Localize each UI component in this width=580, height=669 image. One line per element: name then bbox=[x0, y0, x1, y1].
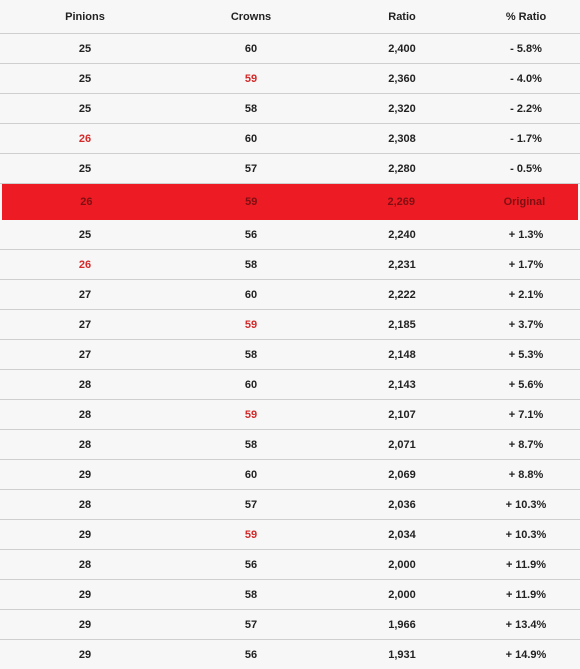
cell-ratio: 2,231 bbox=[388, 258, 416, 271]
cell-pinions: 25 bbox=[78, 42, 92, 55]
cell-percent-ratio: + 8.7% bbox=[508, 438, 544, 451]
cell-percent-ratio: + 3.7% bbox=[508, 318, 544, 331]
cell-crowns: 59 bbox=[244, 528, 258, 541]
cell-crowns: 60 bbox=[244, 468, 258, 481]
cell-pinions: 28 bbox=[78, 558, 92, 571]
table-row bbox=[0, 34, 580, 64]
cell-pinions: 28 bbox=[78, 438, 92, 451]
cell-crowns: 57 bbox=[244, 498, 258, 511]
table-row-original bbox=[2, 184, 578, 220]
cell-ratio: 2,107 bbox=[388, 408, 416, 421]
table-row bbox=[0, 370, 580, 400]
cell-ratio: 2,034 bbox=[388, 528, 416, 541]
cell-pinions: 28 bbox=[78, 378, 92, 391]
table-row bbox=[0, 154, 580, 184]
cell-percent-ratio: - 1.7% bbox=[510, 132, 542, 145]
table-row bbox=[0, 550, 580, 580]
table-header bbox=[0, 0, 580, 34]
cell-percent-ratio: + 2.1% bbox=[508, 288, 544, 301]
cell-crowns: 60 bbox=[244, 132, 258, 145]
cell-crowns: 58 bbox=[244, 438, 258, 451]
cell-percent-ratio: - 0.5% bbox=[510, 162, 542, 175]
cell-ratio: 2,222 bbox=[388, 288, 416, 301]
table-row bbox=[0, 520, 580, 550]
cell-ratio: 2,185 bbox=[388, 318, 416, 331]
cell-crowns: 60 bbox=[244, 288, 258, 301]
cell-pinions: 25 bbox=[78, 102, 92, 115]
cell-crowns: 58 bbox=[244, 102, 258, 115]
cell-ratio: 2,269 bbox=[387, 196, 415, 208]
cell-crowns: 59 bbox=[244, 408, 258, 421]
cell-percent-ratio: + 11.9% bbox=[505, 588, 547, 601]
table-row bbox=[0, 310, 580, 340]
cell-pinions: 27 bbox=[78, 288, 92, 301]
cell-pinions: 28 bbox=[78, 498, 92, 511]
cell-crowns: 60 bbox=[244, 42, 258, 55]
table-row bbox=[0, 220, 580, 250]
cell-pinions: 25 bbox=[78, 72, 92, 85]
cell-pinions: 25 bbox=[78, 162, 92, 175]
cell-pinions: 29 bbox=[78, 618, 92, 631]
cell-pinions: 28 bbox=[78, 408, 92, 421]
cell-pinions: 26 bbox=[78, 258, 92, 271]
cell-percent-ratio: + 5.3% bbox=[508, 348, 544, 361]
cell-pinions: 26 bbox=[78, 132, 92, 145]
cell-pinions: 29 bbox=[78, 468, 92, 481]
cell-crowns: 60 bbox=[244, 378, 258, 391]
cell-pinions: 27 bbox=[78, 318, 92, 331]
cell-crowns: 58 bbox=[244, 588, 258, 601]
cell-pinions: 29 bbox=[78, 528, 92, 541]
cell-ratio: 2,148 bbox=[388, 348, 416, 361]
column-header-pinions: Pinions bbox=[65, 10, 105, 23]
table-row bbox=[0, 460, 580, 490]
table-row bbox=[0, 640, 580, 669]
cell-ratio: 2,360 bbox=[388, 72, 416, 85]
cell-crowns: 59 bbox=[244, 318, 258, 331]
cell-percent-ratio: + 10.3% bbox=[505, 498, 547, 511]
cell-ratio: 2,400 bbox=[388, 42, 416, 55]
table-row bbox=[0, 250, 580, 280]
cell-pinions: 26 bbox=[80, 196, 93, 208]
cell-percent-ratio: + 10.3% bbox=[505, 528, 547, 541]
cell-ratio: 2,069 bbox=[388, 468, 416, 481]
cell-ratio: 1,966 bbox=[388, 618, 416, 631]
cell-crowns: 59 bbox=[244, 72, 258, 85]
cell-percent-ratio: + 13.4% bbox=[505, 618, 547, 631]
cell-ratio: 2,071 bbox=[388, 438, 416, 451]
cell-crowns: 58 bbox=[244, 258, 258, 271]
cell-ratio: 2,036 bbox=[388, 498, 416, 511]
cell-ratio: 2,000 bbox=[388, 588, 416, 601]
cell-pinions: 27 bbox=[78, 348, 92, 361]
cell-crowns: 59 bbox=[245, 196, 258, 208]
cell-ratio: 2,000 bbox=[388, 558, 416, 571]
table-row bbox=[0, 280, 580, 310]
table-body bbox=[0, 34, 580, 669]
cell-percent-ratio: Original bbox=[503, 196, 546, 208]
cell-crowns: 57 bbox=[244, 162, 258, 175]
cell-crowns: 56 bbox=[244, 648, 258, 661]
cell-ratio: 2,320 bbox=[388, 102, 416, 115]
column-header-crowns: Crowns bbox=[230, 10, 272, 23]
cell-ratio: 2,280 bbox=[388, 162, 416, 175]
column-header-ratio: Ratio bbox=[388, 10, 416, 23]
cell-crowns: 56 bbox=[244, 558, 258, 571]
cell-percent-ratio: + 1.7% bbox=[508, 258, 544, 271]
cell-percent-ratio: + 11.9% bbox=[505, 558, 547, 571]
cell-percent-ratio: + 8.8% bbox=[508, 468, 544, 481]
cell-percent-ratio: - 4.0% bbox=[510, 72, 542, 85]
cell-percent-ratio: + 1.3% bbox=[508, 228, 544, 241]
cell-percent-ratio: + 7.1% bbox=[508, 408, 544, 421]
cell-ratio: 2,308 bbox=[388, 132, 416, 145]
cell-ratio: 2,240 bbox=[388, 228, 416, 241]
table-row bbox=[0, 340, 580, 370]
table-row bbox=[0, 490, 580, 520]
cell-percent-ratio: - 2.2% bbox=[510, 102, 542, 115]
cell-percent-ratio: + 5.6% bbox=[508, 378, 544, 391]
cell-percent-ratio: - 5.8% bbox=[510, 42, 542, 55]
cell-ratio: 1,931 bbox=[388, 648, 416, 661]
table-row bbox=[0, 400, 580, 430]
cell-crowns: 57 bbox=[244, 618, 258, 631]
column-header-percent-ratio: % Ratio bbox=[505, 10, 547, 23]
cell-pinions: 29 bbox=[78, 648, 92, 661]
table-row bbox=[0, 124, 580, 154]
cell-pinions: 25 bbox=[78, 228, 92, 241]
cell-crowns: 58 bbox=[244, 348, 258, 361]
table-row bbox=[0, 94, 580, 124]
table-row bbox=[0, 64, 580, 94]
cell-ratio: 2,143 bbox=[388, 378, 416, 391]
table-row bbox=[0, 430, 580, 460]
cell-pinions: 29 bbox=[78, 588, 92, 601]
table-row bbox=[0, 610, 580, 640]
cell-percent-ratio: + 14.9% bbox=[505, 648, 547, 661]
table-row bbox=[0, 580, 580, 610]
cell-crowns: 56 bbox=[244, 228, 258, 241]
